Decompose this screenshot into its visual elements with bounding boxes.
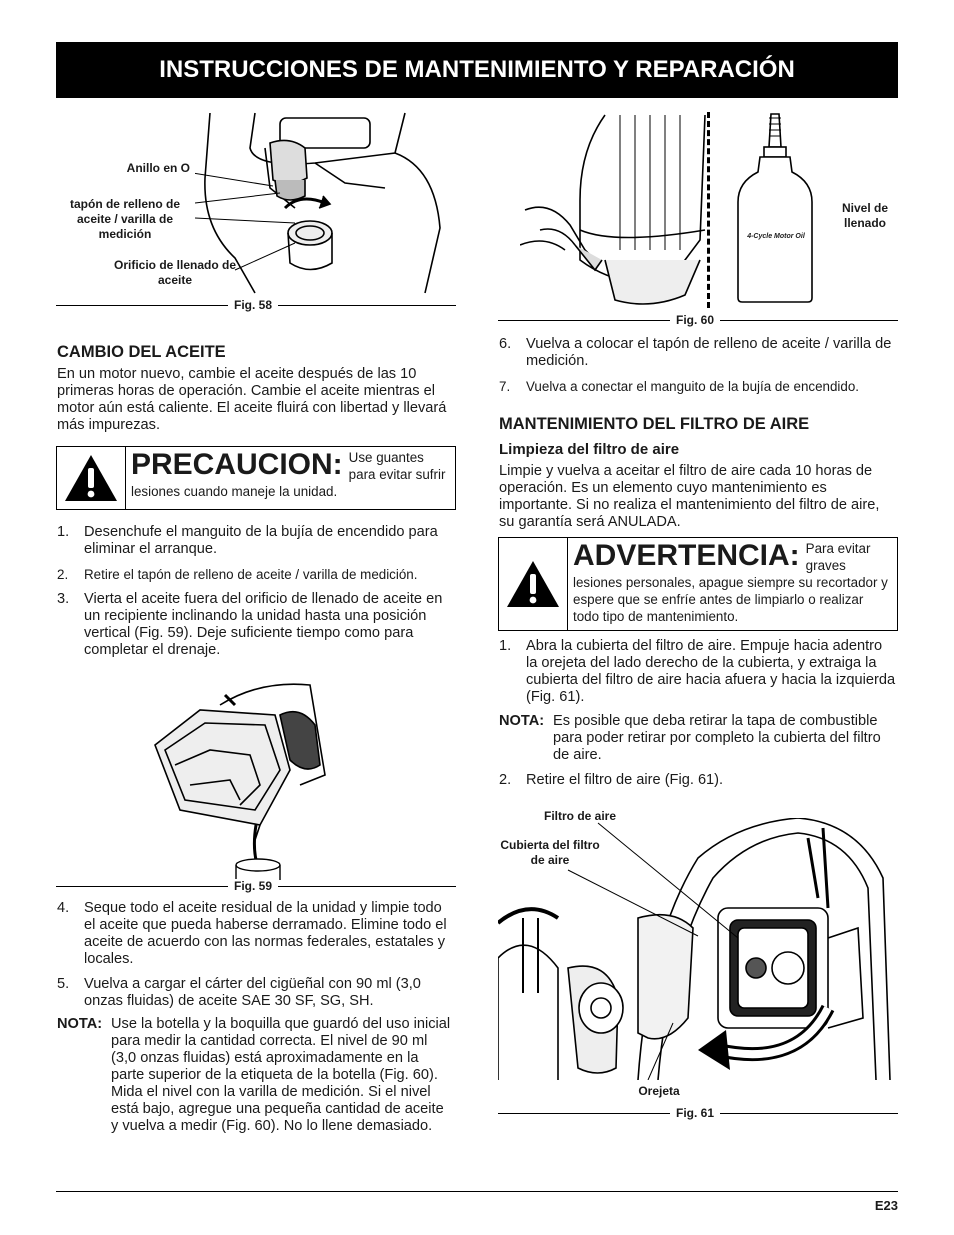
- fig58-label-oring: Anillo en O: [126, 161, 190, 175]
- fig60-illustration: [520, 110, 720, 310]
- list-item: 2. Retire el tapón de relleno de aceite / varilla de medición.: [57, 567, 418, 582]
- air-filter-intro: Limpie y vuelva a aceitar el filtro de aire cada 10 horas de operación. Es un elemento cuyo mantenimiento es importante. Si no realiza el mantenimiento del filtro de aire, su garantía será ANULADA.: [499, 463, 880, 530]
- list-item: 2. Retire el filtro de aire (Fig. 61).: [499, 772, 724, 788]
- warning-cell: [499, 538, 568, 630]
- oil-change-intro: En un motor nuevo, cambie el aceite después de las 10 primeras horas de operación. Cambie el aceite mientras el motor aún está caliente. El aceite fluirá con libertad y llevará más impurezas.: [57, 366, 447, 433]
- note-fuel-cap: [499, 713, 897, 764]
- filter-steps-list: [499, 638, 897, 714]
- warning-box: [498, 537, 898, 631]
- warning-triangle-icon: [63, 453, 119, 503]
- note-label: NOTA:: [57, 1016, 103, 1032]
- list-item: 4. Seque todo el aceite residual de la unidad y limpie todo el aceite que pueda haberse derramado. Elimine todo el aceite de acuerdo con las normas federales, estatales y locales.: [57, 900, 447, 967]
- caution-text-area: [126, 447, 455, 509]
- fig58-caption: Fig. 58: [228, 298, 278, 312]
- oil-steps-list-3: [499, 336, 897, 403]
- caution-word: PRECAUCION:: [131, 448, 343, 481]
- filter-steps-list-2: [499, 772, 897, 797]
- warning-triangle-icon: [505, 559, 561, 609]
- list-item: 3. Vierta el aceite fuera del orificio de llenado de aceite en un recipiente inclinando la unidad hasta una posición vertical (Fig. 59). Deje suficiente tiempo como para completar el drenaje.: [57, 591, 443, 658]
- oil-bottle: [736, 112, 814, 304]
- air-filter-subheading: Limpieza del filtro de aire: [499, 441, 680, 458]
- bottle-label-text: 4-Cycle Motor Oil: [747, 233, 805, 240]
- section-title: INSTRUCCIONES DE MANTENIMIENTO Y REPARACIÓN: [159, 56, 795, 83]
- caution-text: Use guantes para evitar sufrir lesiones cuando maneje la unidad.: [131, 450, 446, 499]
- footer-rule: [56, 1191, 898, 1192]
- warning-text-area: [568, 538, 897, 630]
- note-text: Use la botella y la boquilla que guardó del uso inicial para medir la cantidad correcta. El nivel de 90 ml (3,0 onzas fluidas) está aproximadamente en la parte superior de la etiqueta de la botella (Fig. 60). Mida el nivel con la varilla de medición. Si el nivel está bajo, agregue una pequeña cantidad de aceite y vuelva a medir (Fig. 60). No lo llene demasiado.: [111, 1016, 451, 1134]
- fig59-illustration: [140, 675, 340, 880]
- fig60-caption: Fig. 60: [670, 313, 720, 327]
- warning-text: Para evitar graves lesiones personales, apague siempre su recortador y espere que se enfríe antes de limpiarlo o realizar todo tipo de mantenimiento.: [573, 541, 888, 624]
- list-item: 1. Abra la cubierta del filtro de aire. Empuje hacia adentro la orejeta del lado derecho de la cubierta, y extraiga la cubierta del filtro de aire hacia afuera y hacia la izquierda (Fig. 61).: [499, 638, 896, 705]
- fig60-label-fill: Nivel de llenado: [841, 201, 889, 230]
- note-label: NOTA:: [499, 713, 545, 729]
- fig61-label-filter: Filtro de aire: [543, 809, 617, 823]
- oil-steps-list-2: [57, 900, 455, 1018]
- list-item: 1. Desenchufe el manguito de la bujía de encendido para eliminar el arranque.: [57, 524, 438, 557]
- fill-level-dashed-line: [707, 112, 710, 308]
- list-item: 6. Vuelva a colocar el tapón de relleno de aceite / varilla de medición.: [499, 336, 892, 369]
- fig58-label-cap: tapón de relleno de aceite / varilla de medición: [69, 197, 180, 241]
- air-filter-heading: MANTENIMIENTO DEL FILTRO DE AIRE: [499, 415, 810, 433]
- fig61-label-tab: Orejeta: [638, 1084, 680, 1098]
- caution-cell: [57, 447, 126, 509]
- warning-word: ADVERTENCIA:: [573, 539, 800, 572]
- note-oil-level: [57, 1016, 455, 1135]
- fig59-caption: Fig. 59: [228, 879, 278, 893]
- fig61-label-cover: Cubierta del filtro de aire: [500, 838, 600, 867]
- list-item: 7. Vuelva a conectar el manguito de la bujía de encendido.: [499, 379, 860, 394]
- page-number: E23: [874, 1198, 898, 1213]
- fig58-label-orifice: Orificio de llenado de aceite: [113, 258, 237, 287]
- note-text: Es posible que deba retirar la tapa de combustible para poder retirar por completo la cubierta del filtro de aire.: [553, 713, 881, 763]
- caution-box: [56, 446, 456, 510]
- oil-steps-list: [57, 524, 455, 667]
- list-item: 5. Vuelva a cargar el cárter del cigüeñal con 90 ml (3,0 onzas fluidas) de aceite SAE 30 SF, SG, SH.: [57, 976, 421, 1009]
- oil-change-heading: CAMBIO DEL ACEITE: [57, 343, 226, 361]
- fig61-caption: Fig. 61: [670, 1106, 720, 1120]
- section-banner: [56, 42, 898, 98]
